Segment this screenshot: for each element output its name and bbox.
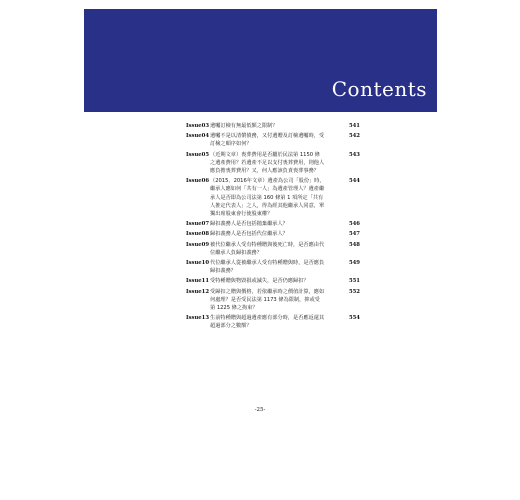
toc-entry — [186, 314, 360, 330]
toc-issue-label: Issue12 — [186, 288, 210, 295]
toc-issue-label: Issue11 — [186, 278, 210, 285]
page-title: Contents — [331, 77, 427, 101]
toc-issue-label: Issue08 — [186, 231, 210, 238]
toc-page-number: 547 — [348, 231, 360, 238]
toc-entry-text: （近期文章）喪葬費用是否屬於民法第 1150 條之遺產費用？若遺產不足以支付喪葬費用，則他人應負擔喪葬費用？又，何人應該負責喪葬事務？ — [210, 151, 325, 175]
toc-entry — [186, 177, 360, 218]
toc-page-number: 548 — [348, 241, 360, 248]
toc-page-number: 546 — [348, 221, 360, 228]
toc-issue-label: Issue05 — [186, 151, 210, 158]
toc-entry-text: 代位繼承人從被繼承人受有特種贈與時，是否應負歸扣義務？ — [210, 260, 325, 275]
toc-entry — [186, 241, 360, 257]
toc-entry — [186, 151, 360, 176]
toc-page-number: 554 — [348, 315, 360, 322]
toc-entry — [186, 259, 360, 275]
page-number: -25- — [254, 407, 266, 413]
toc-entry — [186, 288, 360, 313]
toc-entry — [186, 277, 360, 285]
toc-entry-text: 被代位繼承人受有特種贈與後死亡時，是否應由代位繼承人負歸扣義務？ — [210, 241, 325, 256]
toc-issue-label: Issue03 — [186, 123, 210, 129]
toc-entry-text: 歸扣義務人是否包括代位繼承人？ — [210, 231, 288, 238]
toc-issue-label: Issue09 — [186, 241, 210, 248]
toc-entry — [186, 132, 360, 148]
toc-entry-text: 受歸扣之贈與價格，若依繼承時之價值計算，應如何處理？是否受民法第 1173 條為限制，抑或受第 1225 條之拘束？ — [210, 288, 325, 312]
toc-entry — [186, 220, 360, 228]
toc-page-number: 544 — [348, 178, 360, 185]
toc-issue-label: Issue10 — [186, 260, 210, 267]
toc-page-number: 541 — [348, 123, 360, 129]
toc-entry-text: 受特種贈與物毀損或滅失，是否仍應歸扣？ — [210, 278, 309, 285]
toc-entry — [186, 122, 360, 130]
header-band — [84, 9, 437, 112]
toc-entry-text: 歸扣義務人是否包括抛棄繼承人？ — [210, 221, 288, 228]
toc-page-number: 551 — [348, 278, 360, 285]
toc-page-number: 552 — [348, 288, 360, 295]
toc-entry — [186, 230, 360, 238]
toc-issue-label: Issue06 — [186, 178, 210, 185]
toc-issue-label: Issue13 — [186, 315, 210, 322]
table-of-contents — [186, 122, 360, 333]
toc-page-number: 543 — [348, 151, 360, 158]
toc-issue-label: Issue04 — [186, 133, 210, 140]
toc-entry-text: 生前特種贈與超過遺產應有部分時，是否應返還其超過部分之數額？ — [210, 315, 325, 330]
toc-entry-text: 遺囑訂檢有無最低額之限制？ — [210, 123, 278, 129]
toc-page-number: 542 — [348, 133, 360, 140]
toc-entry-text: （2015、2016年文章）遺產為公司「股份」時，繼承人應如何「共有一人」為遺產管理人？遺產繼承人是否即為公司法第 160 條第 1 項所定「共有人推定代表人」之人，得為經其他繼承人同意，單獨出席股東會行使股東權？ — [210, 178, 325, 218]
toc-page-number: 549 — [348, 260, 360, 267]
toc-entry-text: 遺囑不是以清償債務，又付遺贈及訂檢遺囑時，受訂檢之順序如何？ — [210, 133, 325, 148]
toc-issue-label: Issue07 — [186, 221, 210, 228]
